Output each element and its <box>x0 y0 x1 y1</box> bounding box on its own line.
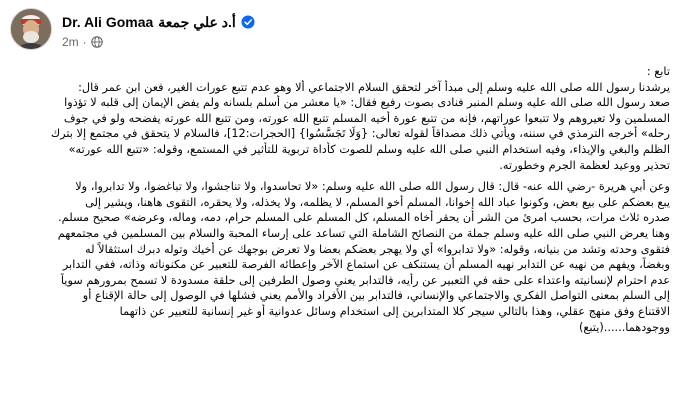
post-line: رحله» أخرجه الترمذي في سننه، ويأتي ذلك مصداقاً لقوله تعالى: {وَلَا تَجَسَّسُوا} [الحجرات:12]، فالسلام لا يتحقق في مجتمع إلا بترك <box>50 127 670 141</box>
post-line: وعن أبي هريرة -رضي الله عنه- قال: قال رسول الله صلى الله عليه وسلم: «لا تحاسدوا، ولا تناجشوا، ولا تباغضوا، ولا تدابروا، ولا <box>75 180 670 194</box>
post-line: الظلم والبغي والإيذاء، وفيه استخدام النبي صلى الله عليه وسلم للصوت كأداة تربوية للتأثير في المستمع، وقوله: «تتبع الله عورته» <box>68 142 670 156</box>
post-line: الاقتناع وفق منهج عقلي، وهذا بالتالي سيجر كلا المتدابرين إلى استخدام وسائل عدوانية أو غير إنسانية للتعبير عن ذاتهما <box>119 304 670 318</box>
post-line: يرشدنا رسول الله صلى الله عليه وسلم إلى مبدأ آخر لتحقق السلام الاجتماعي ألا وهو عدم تتبع عورات الغير، فعن ابن عمر قال: <box>78 80 670 94</box>
post-line: وبغضاً، ويفهم من نهيه عن التدابر نهيه المسلم أن يستنكف عن استماع الآخر وإعطائه الفرصة للتعبير عن مكنوناته وذاته، ففي التدابر <box>62 258 670 272</box>
post-line: صدره ثلاث مرات، بحسب امرئ من الشر أن يحقر أخاه المسلم، كل المسلم على المسلم حرام، دمه، وماله، وعرضه» صحيح مسلم. <box>58 211 670 225</box>
author-name-arabic[interactable]: أ.د علي جمعة <box>158 13 236 30</box>
post-line: ووجودهما......(يتبع) <box>578 320 670 334</box>
post-line: عدم احترام لإنسانيته واعتداء على حقه في التعبير عن رأيه، فالتدابر يعني وصول الطرفين إلى حلقة مسدودة لا تسمح بمرورهم سوياً <box>60 273 670 287</box>
post-text <box>14 64 670 335</box>
post-line: صعد رسول الله صلى الله عليه وسلم المنبر فنادى بصوت رفيع فقال: «يا معشر من أسلم بلسانه ولم يفض الإيمان إلى قلبه لا تؤذوا <box>64 96 670 110</box>
post-line: يبع بعضكم على بيع بعض، وكونوا عباد الله إخوانا، المسلم أخو المسلم، لا يظلمه، ولا يخذله، ولا يحقره، التقوى هاهنا، ويشير إلى <box>85 195 670 209</box>
post-line: فتقوى وحدته وتشد من بنيانه، وقوله: «ولا تدابروا» أي ولا يهجر بعضكم بعضا ولا تعرض بوجهك عن أخيك وتوله دبرك استثقالاً له <box>85 242 670 256</box>
post-line: تحذير ووعيد لعظمة الجرم وخطورته. <box>499 158 670 172</box>
post-line: المسلمين ولا تعيروهم ولا تتبعوا عوراتهم، فإنه من تتبع عورة أخيه المسلم تتبع الله عورته، ومن تتبع الله عورته يفضحه ولو في جوف <box>63 111 670 125</box>
post-header <box>10 8 670 54</box>
verified-badge-icon <box>241 15 255 29</box>
avatar[interactable] <box>10 8 52 50</box>
post-meta <box>62 34 103 50</box>
post-line: وهنا يعرض النبي صلى الله عليه وسلم جملة من النصائح الشاملة التي تساعد على إرساء المحبة والسلام بين المسلمين في مجتمعهم <box>57 226 670 240</box>
post-line: تابع : <box>646 65 670 78</box>
post-time[interactable]: 2m <box>62 35 79 49</box>
profile-photo <box>11 9 51 49</box>
author-name[interactable]: Dr. Ali Gomaa <box>62 14 154 30</box>
author-row <box>62 12 255 32</box>
post-line: إلى السلم بمعنى التواصل الفكري والاجتماعي والإنساني، فالتدابر بين الأفراد والأمم يعني فشلها في الوصول إلى حالة الإقناع أو <box>82 289 670 303</box>
meta-separator: · <box>82 35 87 49</box>
globe-icon[interactable] <box>91 36 103 48</box>
